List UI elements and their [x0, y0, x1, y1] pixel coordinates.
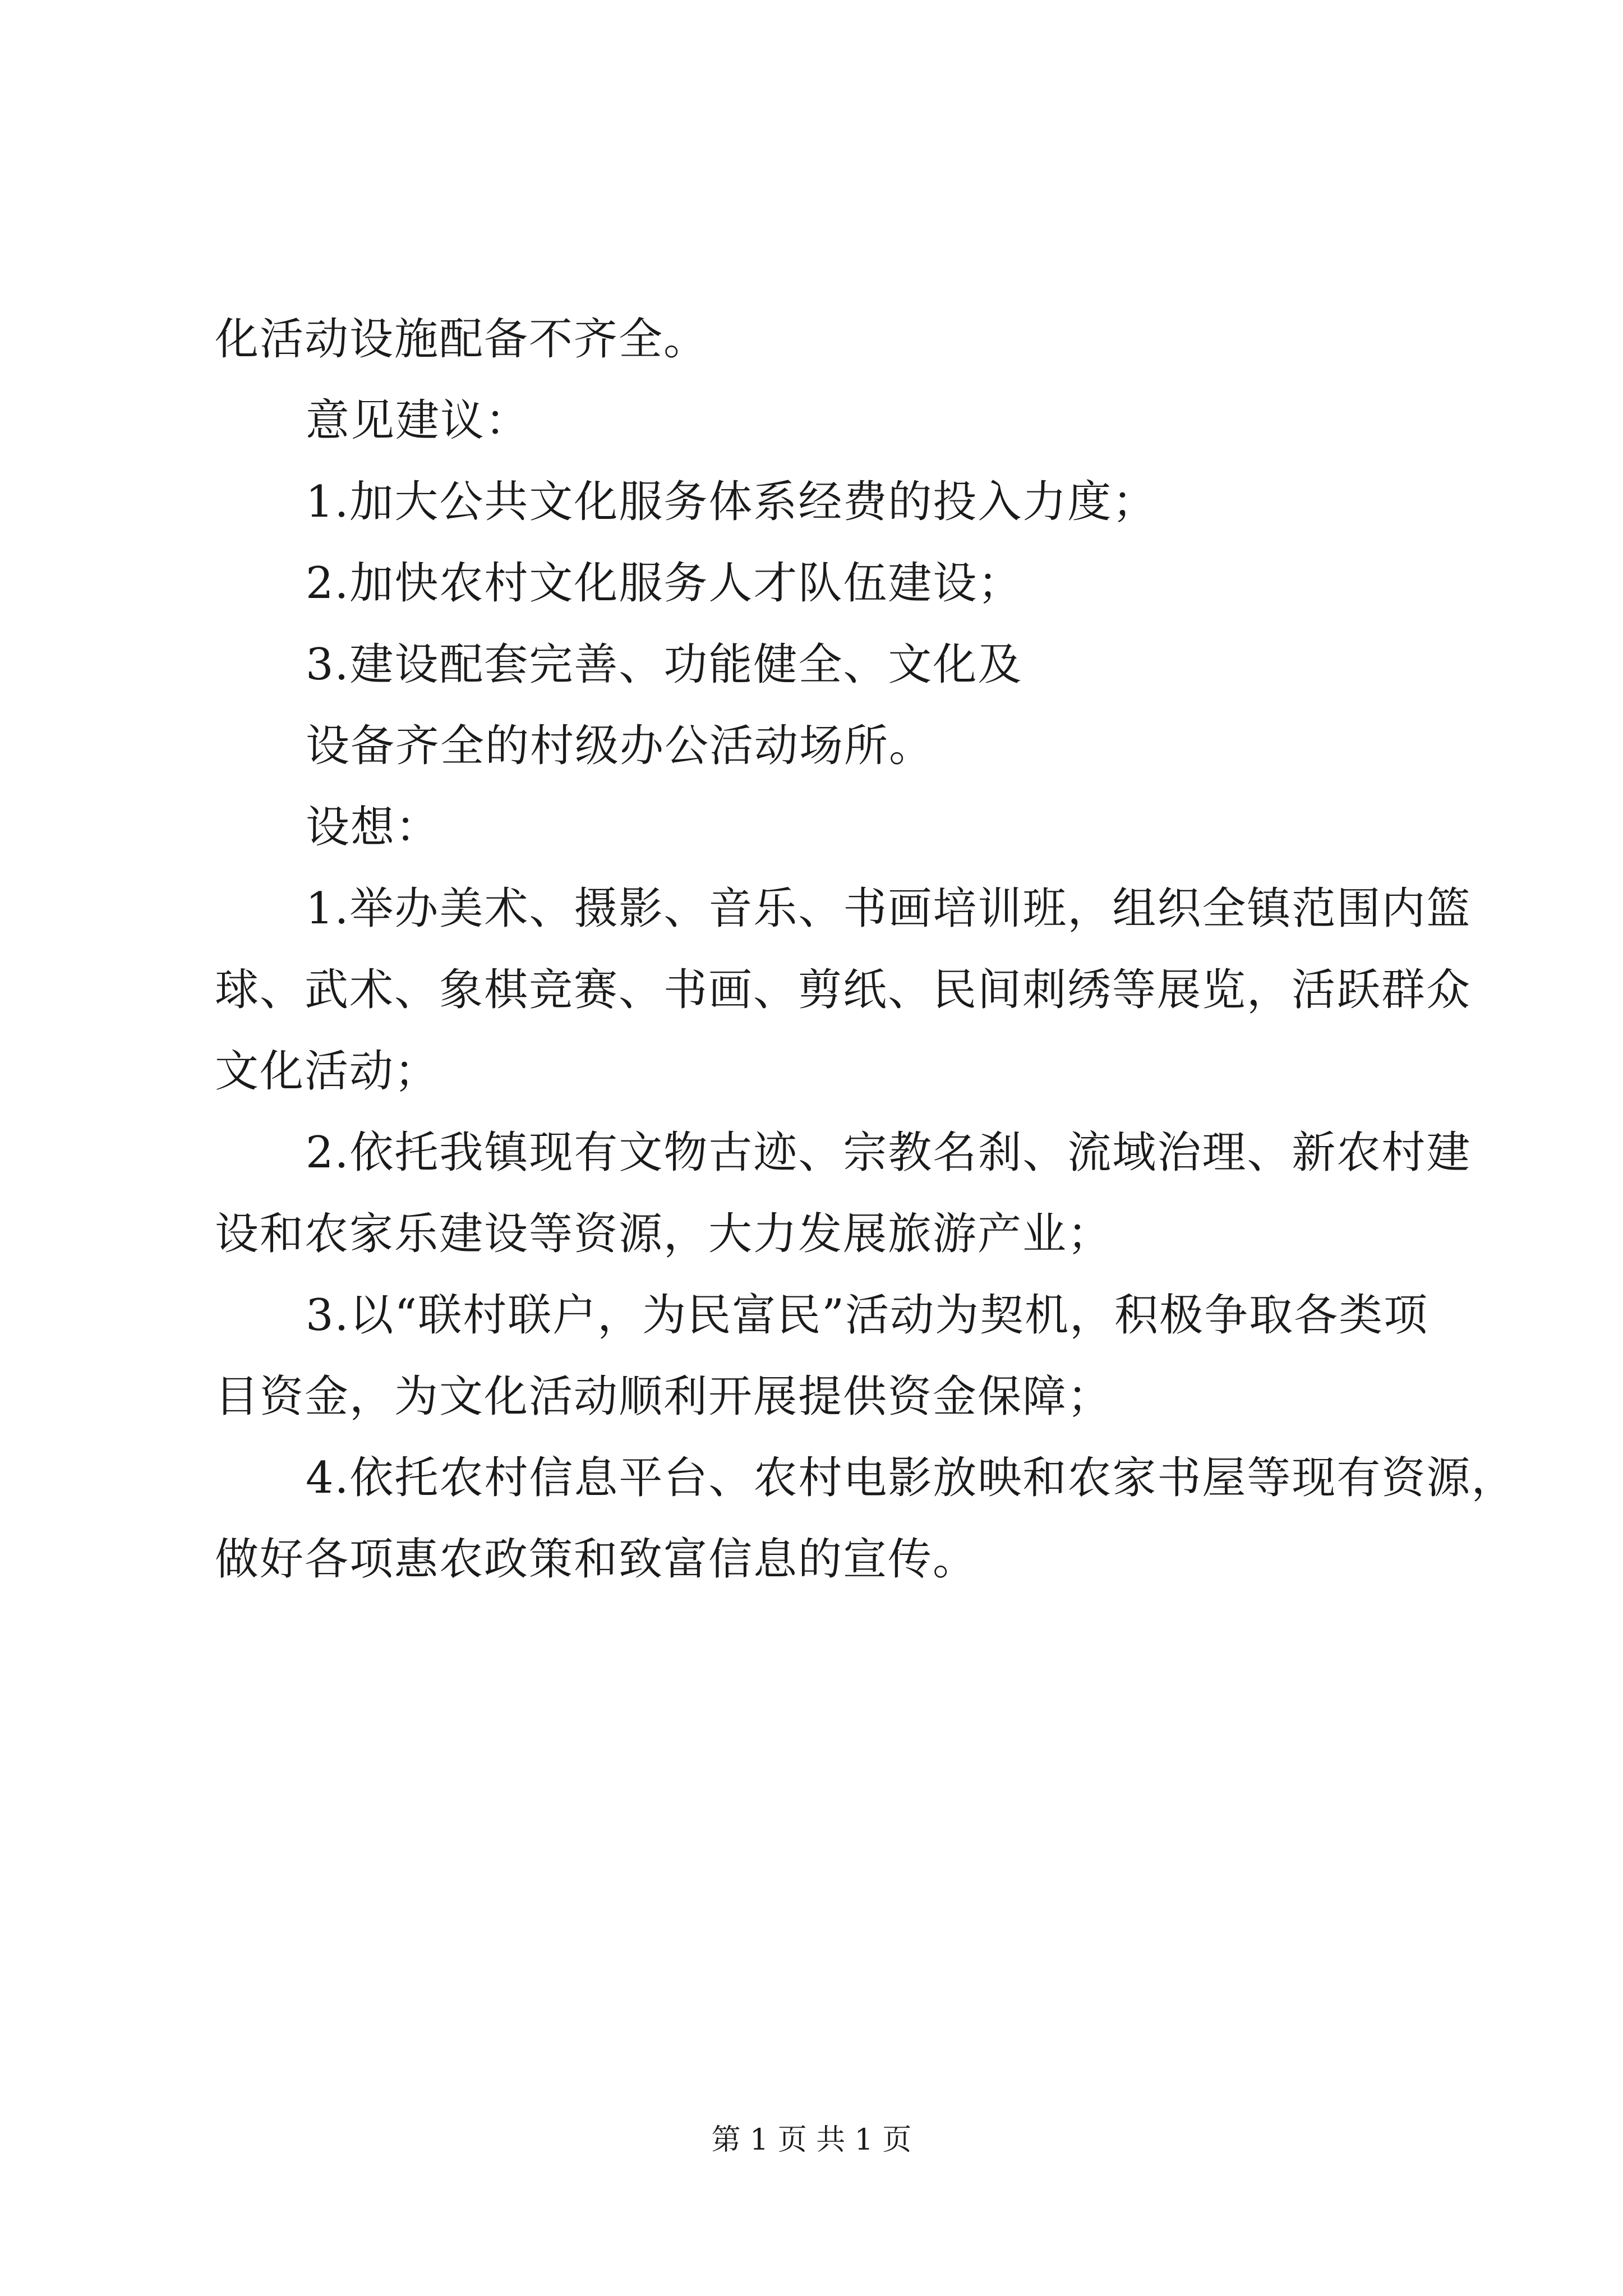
text-line: 1.加大公共文化服务体系经费的投入力度；	[306, 477, 1158, 527]
text-line: 做好各项惠农政策和致富信息的宣传。	[215, 1534, 978, 1585]
text-line: 目资金，为文化活动顺利开展提供资金保障；	[215, 1372, 1113, 1422]
text-line: 2.依托我镇现有文物古迹、宗教名刹、流域治理、新农村建	[306, 1128, 1472, 1178]
text-line: 2.加快农村文化服务人才队伍建设；	[306, 558, 1023, 609]
text-line: 4.依托农村信息平台、农村电影放映和农家书屋等现有资源，	[306, 1453, 1516, 1503]
text-line: 文化活动；	[215, 1046, 440, 1097]
text-line: 设想：	[306, 802, 441, 853]
text-line: 1.举办美术、摄影、音乐、书画培训班，组织全镇范围内篮	[306, 884, 1472, 934]
text-line: 3.建设配套完善、功能健全、文化及	[306, 639, 1023, 690]
text-line: 化活动设施配备不齐全。	[215, 314, 709, 365]
text-line: 球、武术、象棋竞赛、书画、剪纸、民间刺绣等展览，活跃群众	[215, 965, 1472, 1015]
page-number-footer: 第 1 页 共 1 页	[711, 2123, 912, 2157]
text-line: 设和农家乐建设等资源，大力发展旅游产业；	[215, 1209, 1113, 1259]
text-line: 设备齐全的村级办公活动场所。	[306, 721, 934, 771]
text-line: 3.以“联村联户，为民富民”活动为契机，积极争取各类项	[306, 1290, 1429, 1341]
text-line: 意见建议：	[306, 395, 531, 446]
